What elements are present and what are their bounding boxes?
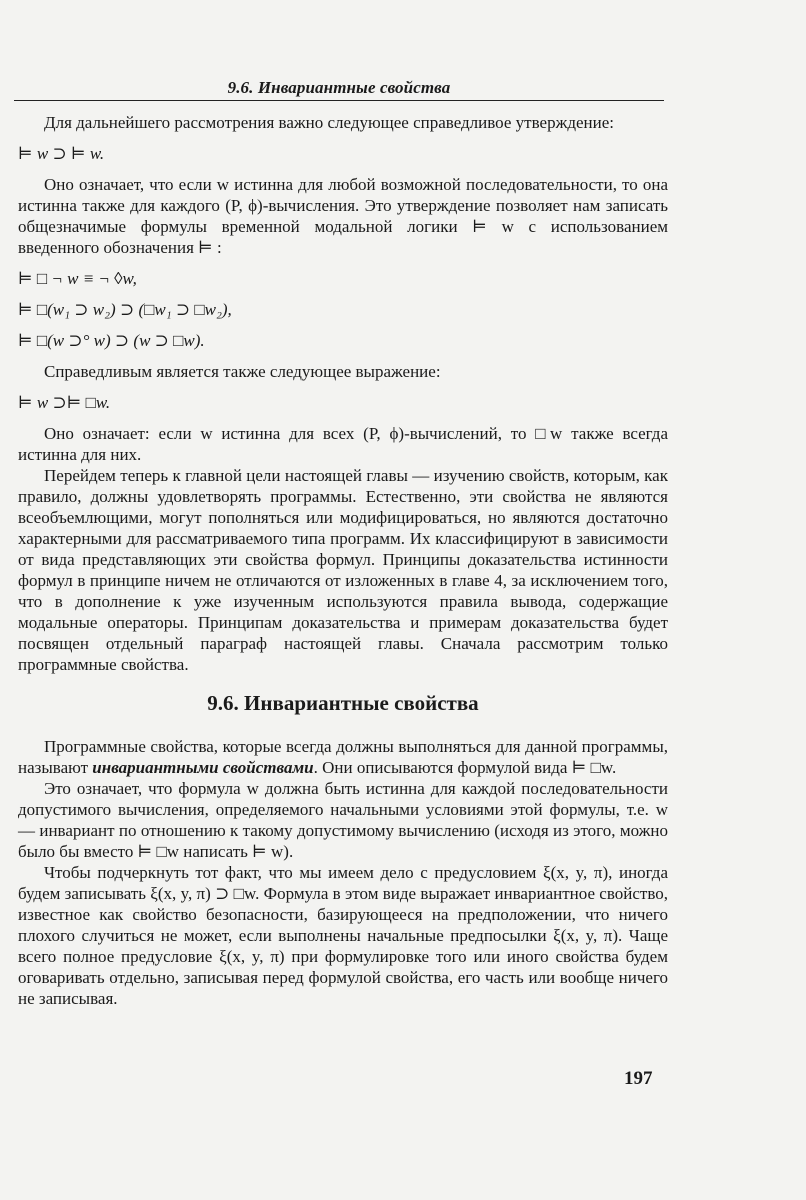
text-span: Программные свойства, которые всегда должны выполняться для данной программы, называют [18, 737, 668, 777]
formula: ⊨ □ ¬ w ≡ ¬ ◊w, [18, 269, 137, 288]
running-head: 9.6. Инвариантные свойства [227, 78, 451, 97]
header-rule [14, 100, 664, 101]
paragraph [18, 736, 668, 778]
paragraph: Справедливым является также следующее выражение: [44, 362, 441, 381]
formula: ⊨ □(w ⊃° w) ⊃ (w ⊃ □w). [18, 331, 205, 350]
paragraph: Для дальнейшего рассмотрения важно следующее справедливое утверждение: [44, 113, 614, 132]
formula: ⊨ □(w₁ ⊃ w₂) ⊃ (□w₁ ⊃ □w₂), [18, 300, 232, 319]
section-title: 9.6. Инвариантные свойства [207, 691, 479, 715]
page-body [18, 112, 668, 1009]
paragraph: Это означает, что формула w должна быть истинна для каждой последовательности допустимого вычисления, определяемого начальными условиями этой формулы, т.е. w — инвариант по отношению к такому допустимому вычислению (исходя из этого, можно было бы вместо ⊨ □w написать ⊨ w). [18, 779, 668, 861]
formula: ⊨ w ⊃⊨ □w. [18, 393, 111, 412]
paragraph: Оно означает: если w истинна для всех (P, ϕ)-вычислений, то □w также всегда истинна для них. [18, 424, 668, 464]
formula: ⊨ w ⊃ ⊨ w. [18, 144, 105, 163]
paragraph: Оно означает, что если w истинна для любой возможной последовательности, то она истинна также для каждого (P, ϕ)-вычисления. Это утверждение позволяет нам записать общезначимые формулы временной модальной логики ⊨ w с использованием введенного обозначения ⊨ : [18, 175, 668, 257]
defined-term: инвариантными свойствами [92, 758, 314, 777]
text-span: . Они описываются формулой вида ⊨ □w. [313, 758, 617, 777]
page-number: 197 [624, 1068, 653, 1089]
paragraph: Перейдем теперь к главной цели настоящей главы — изучению свойств, которым, как правило, должны удовлетворять программы. Естественно, эти свойства не являются всеобъемлющими, могут пополняться или модифицироваться, но являются достаточно характерными для рассматриваемого типа программ. Их классифицируют в зависимости от вида представляющих эти свойства формул. Принципы доказательства истинности формул в принципе ничем не отличаются от изложенных в главе 4, за исключением того, что в дополнение к уже изученным используются правила вывода, содержащие модальные операторы. Принципам доказательства и примерам доказательства будет посвящен отдельный параграф настоящей главы. Сначала рассмотрим только программные свойства. [18, 466, 668, 674]
paragraph: Чтобы подчеркнуть тот факт, что мы имеем дело с предусловием ξ(x, y, π), иногда будем записывать ξ(x, y, π) ⊃ □w. Формула в этом виде выражает инвариантное свойство, известное как свойство безопасности, базирующееся на предположении, что ничего плохого случиться не может, если выполнены начальные предпосылки ξ(x, y, π). Чаще всего полное предусловие ξ(x, y, π) при формулировке того или иного свойства будем оговаривать отдельно, записывая перед формулой свойства, его часть или вообще ничего не записывая. [18, 863, 668, 1008]
